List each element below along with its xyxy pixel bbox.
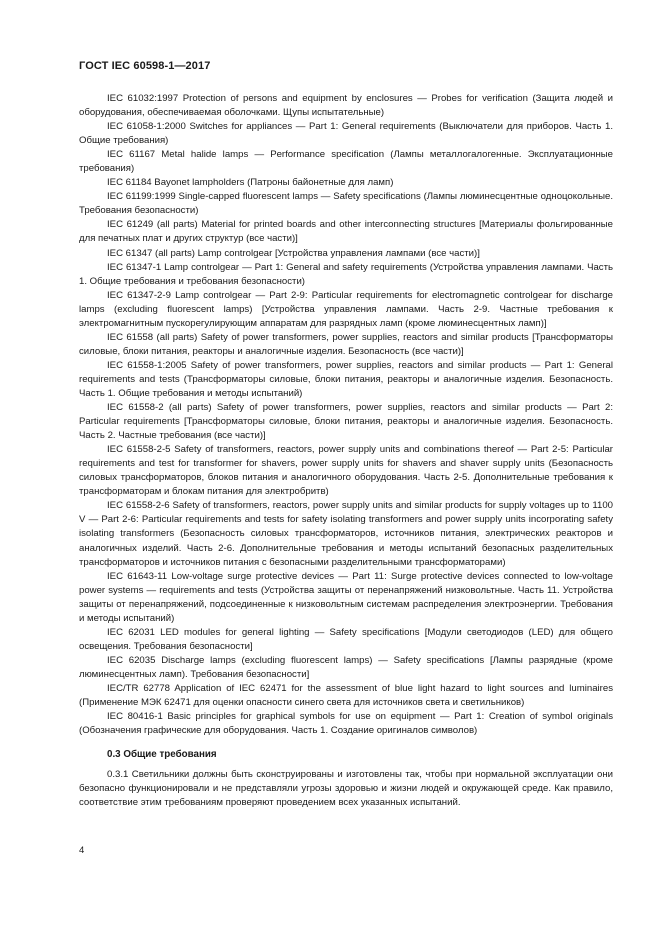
reference-item: IEC 61558-2-5 Safety of transformers, reactors, power supply units and combinations thereof — Part 2-5: Particular requirements and test for transformer for shavers, power supply units for shavers and shaver supply units (Безопасность силовых трансформаторов, блоков питания и аналогичного оборудования. Часть 2-5. Дополнительные требования к трансформаторам и блокам питания для электробритв) [79, 444, 613, 498]
section-paragraph: 0.3.1 Светильники должны быть сконструированы и изготовлены так, чтобы при нормальной эксплуатации они безопасно функционировали и не представляли угрозы здоровью и жизни людей и окружающей среде. Как правило, соответствие этим требованиям проверяют проведением всех указанных испытаний. [79, 769, 613, 809]
reference-item: IEC 62035 Discharge lamps (excluding fluorescent lamps) — Safety specifications [Лампы разрядные (кроме люминесцентных ламп). Требования безопасности] [79, 654, 613, 680]
document-body [79, 92, 613, 810]
reference-item: IEC 61058-1:2000 Switches for appliances — Part 1: General requirements (Выключатели для приборов. Часть 1. Общие требования) [79, 121, 613, 147]
reference-item: IEC 61347-1 Lamp controlgear — Part 1: General and safety requirements (Устройства управления лампами. Часть 1. Общие требования и требования безопасности) [79, 261, 613, 287]
reference-item: IEC 61249 (all parts) Material for printed boards and other interconnecting structures [Материалы фольгированные для печатных плат и других структур (все части)] [79, 219, 613, 245]
reference-item: IEC 61643-11 Low-voltage surge protective devices — Part 11: Surge protective devices connected to low-voltage power systems — requirements and tests (Устройства защиты от перенапряжений низковольтные. Часть 11. Устройства защиты от перенапряжений, подсоединенные к низковольтным системам распределения электроэнергии. Требования и методы испытаний) [79, 570, 613, 624]
reference-list [79, 92, 613, 738]
reference-item: IEC/TR 62778 Application of IEC 62471 for the assessment of blue light hazard to light sources and luminaires (Применение МЭК 62471 для оценки опасности синего света для источников света и светильников) [79, 682, 613, 709]
reference-item: IEC 61558-2 (all parts) Safety of power transformers, power supplies, reactors and similar products — Part 2: Particular requirements [Трансформаторы силовые, блоки питания, реакторы и аналогичные изделия. Безопасность. Часть 2. Частные требования (все части)] [79, 402, 613, 442]
reference-item: IEC 61167 Metal halide lamps — Performance specification (Лампы металлогалогенные. Эксплуатационные требования) [79, 149, 613, 175]
page-number: 4 [79, 845, 85, 856]
reference-item: IEC 61558 (all parts) Safety of power transformers, power supplies, reactors and similar products [Трансформаторы силовые, блоки питания, реакторы и аналогичные изделия. Безопасность (все части)] [79, 331, 613, 357]
section-heading: 0.3 Общие требования [107, 749, 217, 761]
reference-item: IEC 61558-1:2005 Safety of power transformers, power supplies, reactors and similar products — Part 1: General requirements and tests (Трансформаторы силовые, блоки питания, реакторы и аналогичные изделия. Безопасность. Часть 1. Общие требования и методы испытаний) [79, 359, 613, 399]
reference-item: IEC 61347-2-9 Lamp controlgear — Part 2-9: Particular requirements for electromagnetic controlgear for discharge lamps (excluding fluorescent lamps) [Устройства управления лампами. Часть 2-9. Частные требования к электромагнитным пускорегулирующим аппаратам для разрядных ламп (кроме люминесцентных ламп)] [79, 289, 613, 329]
document-header: ГОСТ IEC 60598-1—2017 [79, 60, 211, 72]
reference-item: IEC 61347 (all parts) Lamp controlgear [Устройства управления лампами (все части)] [107, 247, 480, 259]
reference-item: IEC 61558-2-6 Safety of transformers, reactors, power supply units and similar products for supply voltages up to 1100 V — Part 2-6: Particular requirements and tests for safety isolating transformers and power supply units incorporating safety isolating transformers (Безопасность силовых трансформаторов, источников питания, электрических реакторов и аналогичных изделий. Часть 2-6. Дополнительные требования и методы испытаний безопасных разделительных трансформаторов и источников питания с безопасными разделительными трансформаторами) [79, 500, 613, 568]
reference-item: IEC 61199:1999 Single-capped fluorescent lamps — Safety specifications (Лампы люминесцентные одноцокольные. Требования безопасности) [79, 191, 613, 217]
reference-item: IEC 61184 Bayonet lampholders (Патроны байонетные для ламп) [107, 177, 394, 189]
reference-item: IEC 62031 LED modules for general lighting — Safety specifications [Модули светодиодов (LED) для общего освещения. Требования безопасности] [79, 626, 613, 652]
reference-item: IEC 61032:1997 Protection of persons and equipment by enclosures — Probes for verification (Защита людей и оборудования, обеспечиваемая оболочками. Щупы испытательные) [79, 93, 613, 119]
reference-item: IEC 80416-1 Basic principles for graphical symbols for use on equipment — Part 1: Creation of symbol originals (Обозначения графические для оборудования. Часть 1. Создание оригиналов символов) [79, 711, 613, 737]
